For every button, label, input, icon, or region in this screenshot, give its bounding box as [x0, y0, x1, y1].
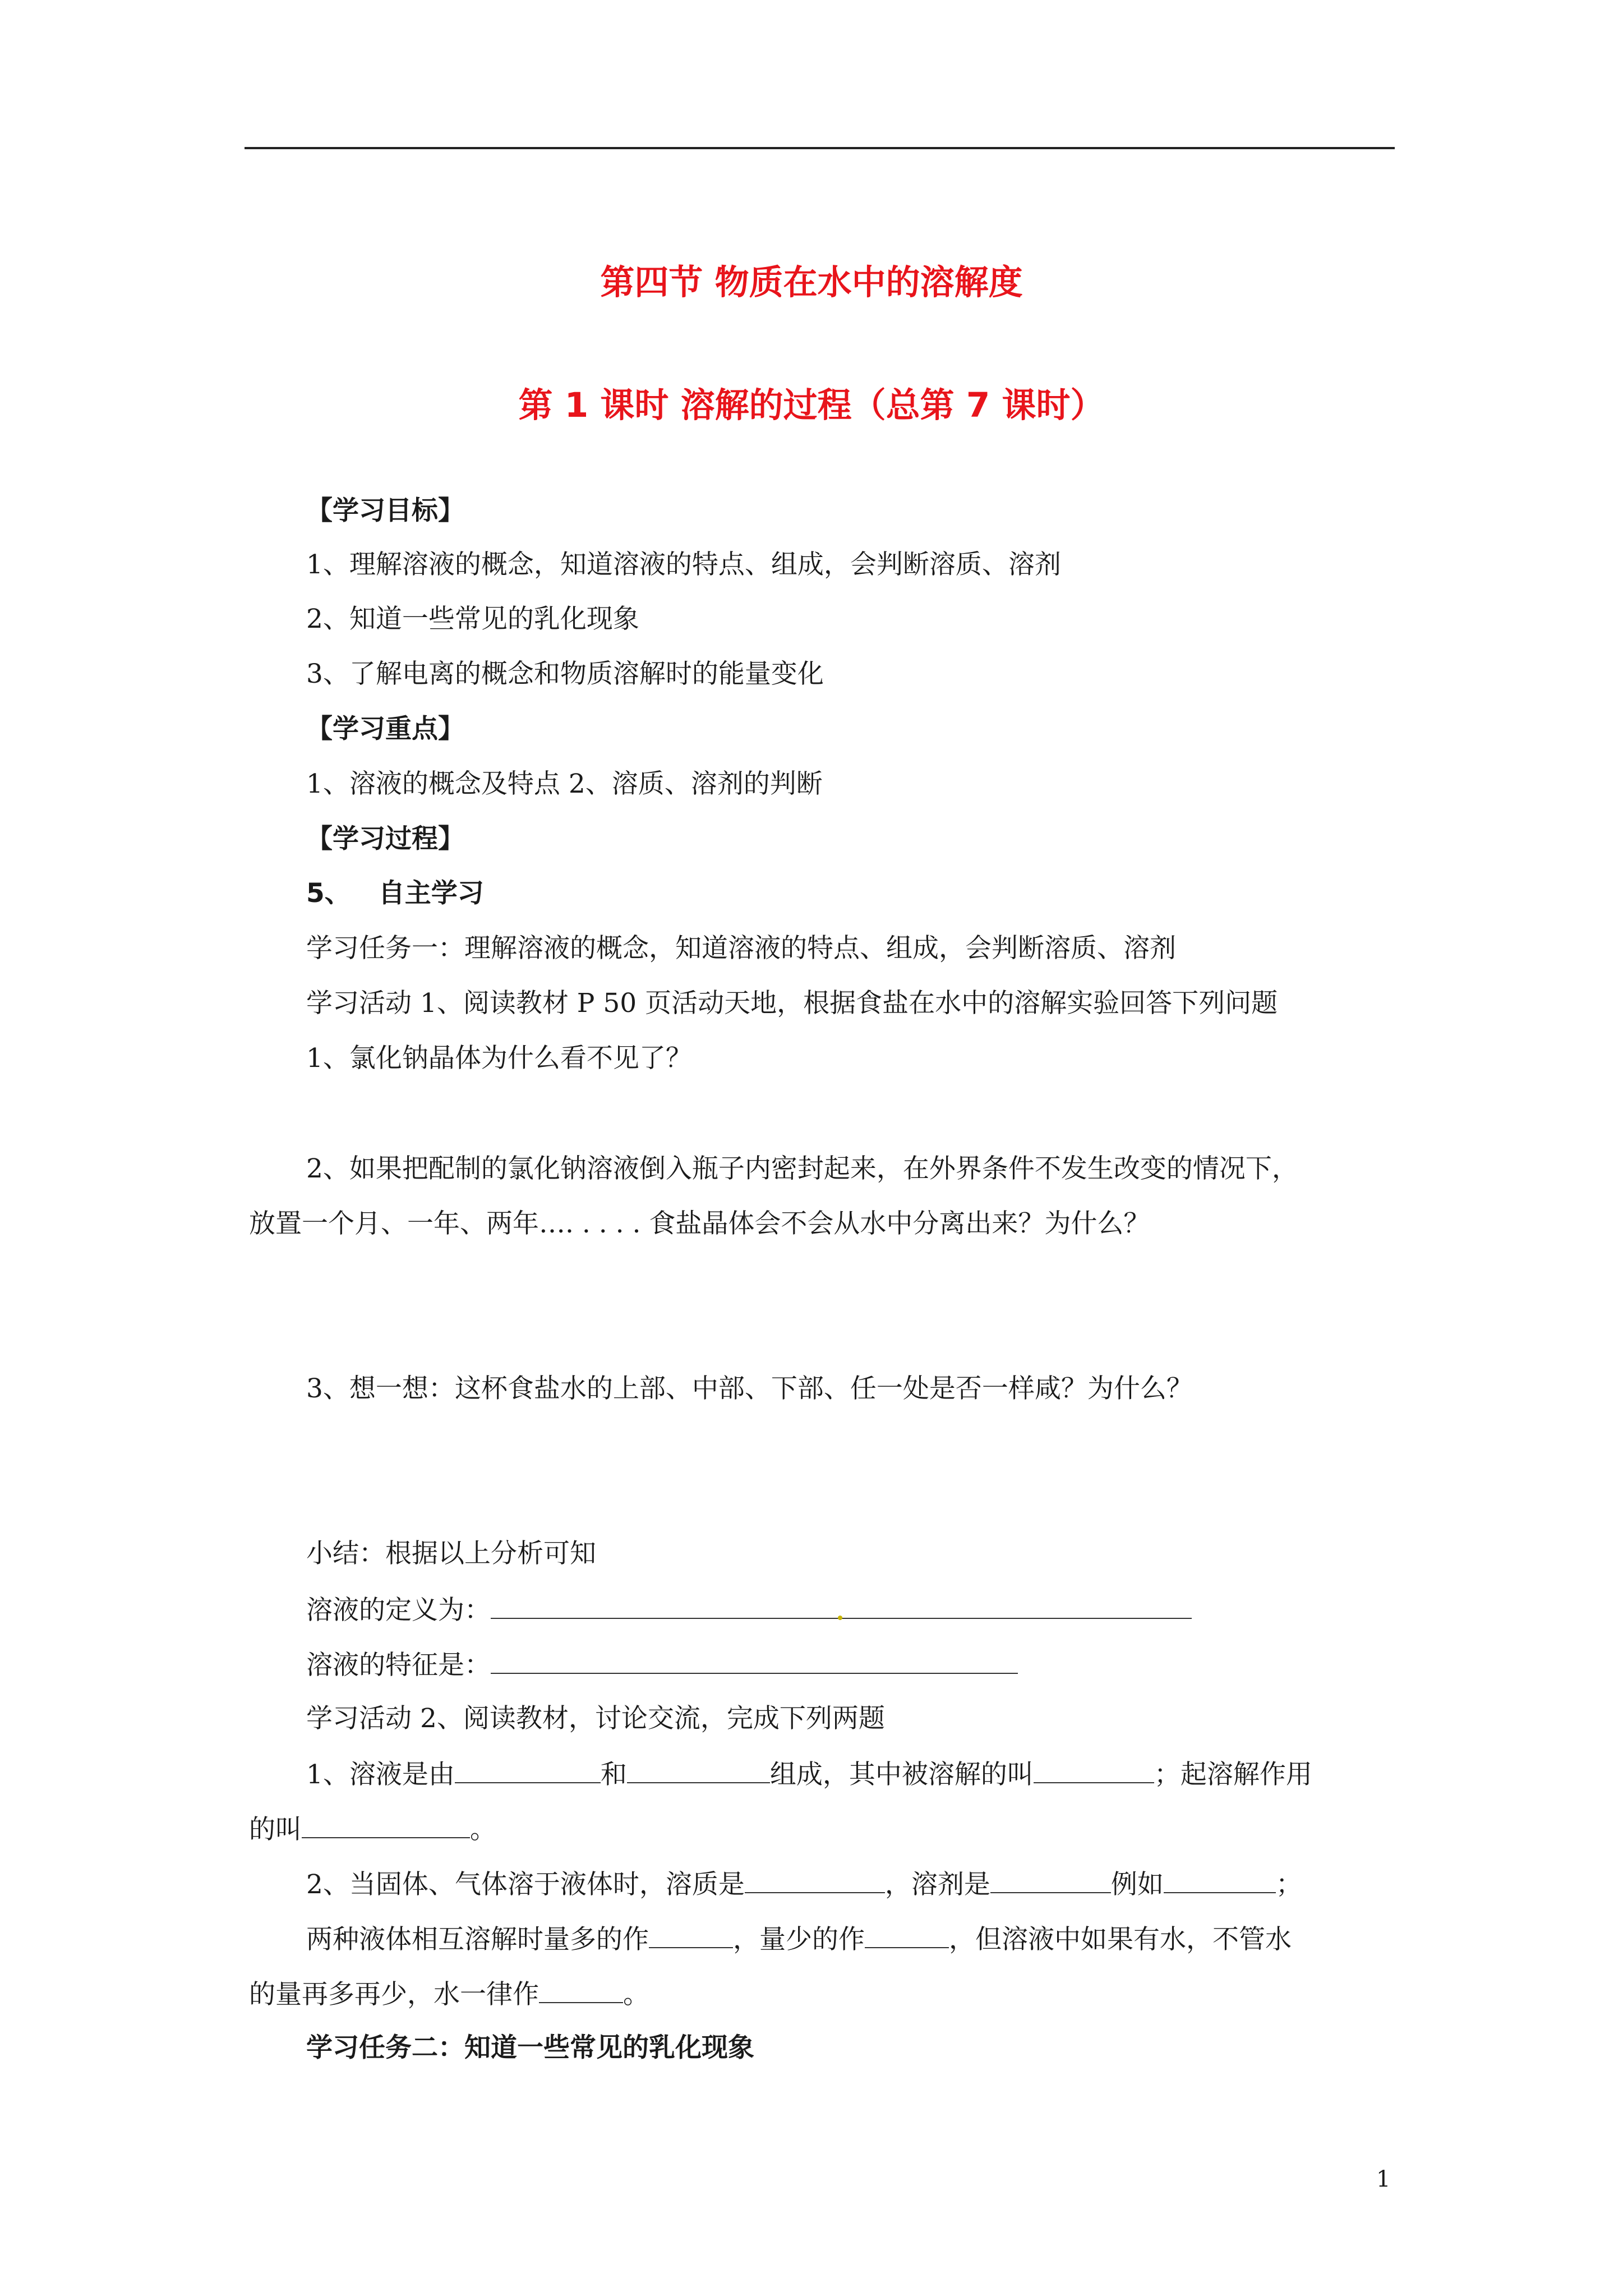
question-two: 2、如果把配制的氯化钠溶液倒入瓶子内密封起来，在外界条件不发生改变的情况下， — [306, 1153, 1298, 1184]
stray-dot — [838, 1616, 842, 1620]
fill-blank[interactable] — [455, 1760, 601, 1783]
task-two: 学习任务二：知道一些常见的乳化现象 — [306, 2032, 754, 2063]
fill-text: 。 — [470, 1814, 496, 1845]
fill-blank[interactable] — [302, 1815, 470, 1838]
header-rule — [245, 147, 1395, 149]
feature-row — [306, 1650, 1018, 1681]
page-subtitle: 第 1 课时 溶解的过程（总第 7 课时） — [518, 385, 1105, 425]
fill-text: 和 — [600, 1759, 627, 1790]
fill-blank[interactable] — [1164, 1870, 1276, 1893]
fill-one-cont — [249, 1815, 496, 1843]
fill-two-row — [306, 1870, 1302, 1898]
fill-text: 2、当固体、气体溶于液体时，溶质是 — [306, 1869, 745, 1900]
fill-text: ，量少的作 — [733, 1924, 865, 1955]
fill-text: ； — [1275, 1869, 1302, 1900]
definition-row — [306, 1595, 1192, 1626]
fill-text: 例如 — [1110, 1869, 1164, 1900]
fill-blank[interactable] — [745, 1870, 885, 1893]
fill-three-cont — [249, 1980, 649, 2008]
activity-two: 学习活动 2、阅读教材，讨论交流，完成下列两题 — [306, 1703, 885, 1734]
feature-blank[interactable] — [491, 1650, 1018, 1674]
activity-one: 学习活动 1、阅读教材 P 50 页活动天地，根据食盐在水中的溶解实验回答下列问题 — [306, 988, 1278, 1019]
fill-one-row — [306, 1760, 1312, 1788]
section-heading: 5、 自主学习 — [306, 878, 484, 909]
fill-blank[interactable] — [1034, 1760, 1154, 1783]
fill-text: ；起溶解作用 — [1154, 1759, 1312, 1790]
question-two-cont: 放置一个月、一年、两年…. . . . . 食盐晶体会不会从水中分离出来？为什么？ — [249, 1208, 1150, 1239]
objective-item: 1、理解溶液的概念，知道溶液的特点、组成，会判断溶质、溶剂 — [306, 549, 1061, 580]
question-three: 3、想一想：这杯食盐水的上部、中部、下部、任一处是否一样咸？为什么？ — [306, 1373, 1193, 1404]
key-points-heading: 【学习重点】 — [306, 714, 464, 744]
fill-blank[interactable] — [539, 1980, 623, 2003]
feature-label: 溶液的特征是： — [306, 1650, 491, 1681]
fill-text: 组成，其中被溶解的叫 — [769, 1759, 1034, 1790]
fill-three-row — [306, 1925, 1292, 1953]
summary: 小结：根据以上分析可知 — [306, 1538, 596, 1569]
fill-text: 的叫 — [249, 1814, 302, 1845]
fill-text: 。 — [623, 1979, 649, 2010]
page-number: 1 — [1376, 2166, 1391, 2192]
objectives-heading: 【学习目标】 — [306, 495, 464, 526]
fill-blank[interactable] — [990, 1870, 1111, 1893]
process-heading: 【学习过程】 — [306, 823, 464, 854]
fill-text: ，但溶液中如果有水，不管水 — [949, 1924, 1292, 1955]
fill-text: 的量再多再少，水一律作 — [249, 1979, 539, 2010]
question-one: 1、氯化钠晶体为什么看不见了？ — [306, 1043, 692, 1074]
fill-blank[interactable] — [649, 1925, 733, 1948]
fill-text: ，溶剂是 — [884, 1869, 990, 1900]
definition-label: 溶液的定义为： — [306, 1595, 491, 1626]
objective-item: 3、了解电离的概念和物质溶解时的能量变化 — [306, 659, 824, 689]
key-points-text: 1、溶液的概念及特点 2、溶质、溶剂的判断 — [306, 769, 823, 799]
page-title: 第四节 物质在水中的溶解度 — [600, 263, 1023, 302]
task-one: 学习任务一：理解溶液的概念，知道溶液的特点、组成，会判断溶质、溶剂 — [306, 933, 1176, 964]
fill-blank[interactable] — [627, 1760, 770, 1783]
fill-text: 1、溶液是由 — [306, 1759, 455, 1790]
fill-blank[interactable] — [865, 1925, 949, 1948]
fill-text: 两种液体相互溶解时量多的作 — [306, 1924, 649, 1955]
objective-item: 2、知道一些常见的乳化现象 — [306, 604, 639, 634]
